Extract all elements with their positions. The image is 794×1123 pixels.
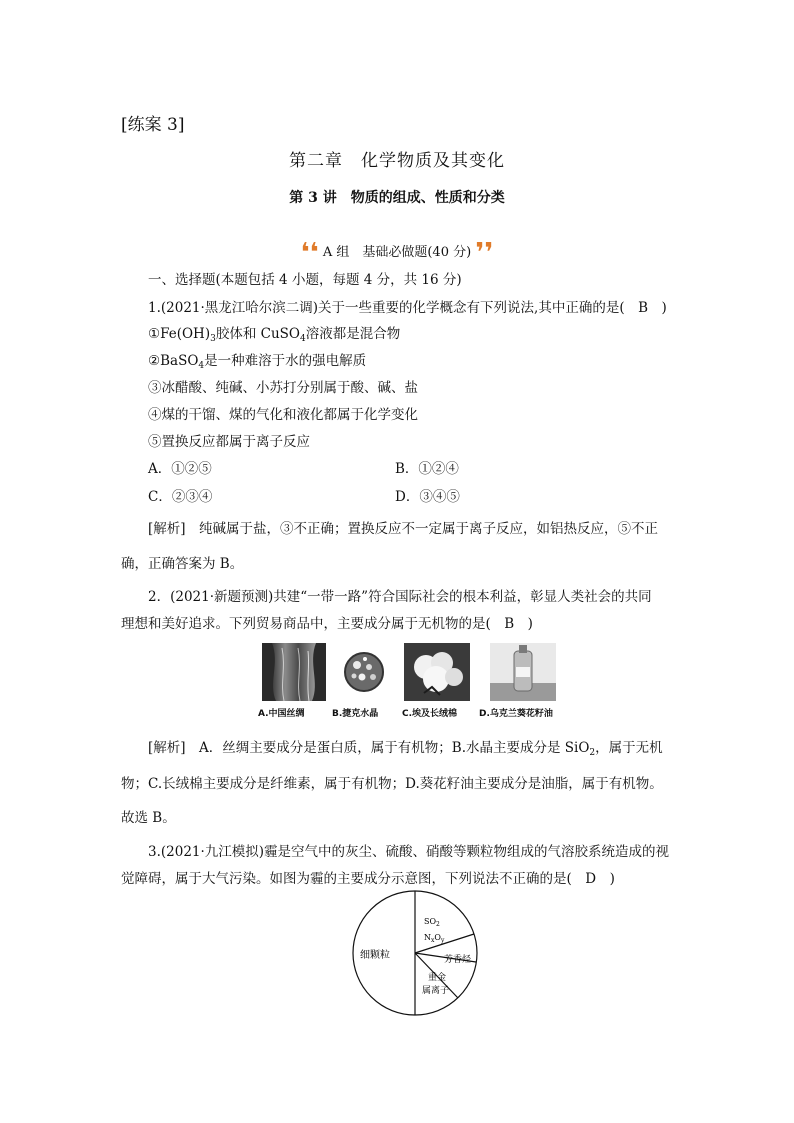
section-title: 一、选择题(本题包括 4 小题，每题 4 分，共 16 分) [148, 272, 462, 288]
group-title: A 组 基础必做题(40 分) [322, 245, 472, 260]
oil-image [490, 643, 556, 701]
q1-statement-2: ②BaSO$_4$是一种难溶于水的强电解质 [148, 353, 367, 371]
silk-image [262, 643, 326, 701]
crystal-image [332, 643, 396, 701]
caption-cotton: C.埃及长绒棉 [402, 709, 458, 719]
chapter-title: 第二章 化学物质及其变化 [289, 151, 505, 171]
caption-oil: D.乌克兰葵花籽油 [479, 709, 553, 719]
q3-stem-line-2: 觉障碍，属于大气污染。如图为霾的主要成分示意图，下列说法不正确的是( D ) [121, 871, 615, 887]
exercise-tag: [练案 3] [121, 115, 185, 135]
q1-stem: 1.(2021·黑龙江哈尔滨二调)关于一些重要的化学概念有下列说法,其中正确的是( B ) [148, 300, 667, 316]
q3-stem-line-1: 3.(2021·九江模拟)霾是空气中的灰尘、硫酸、硝酸等颗粒物组成的气溶胶系统造成的视 [148, 844, 670, 860]
caption-silk: A.中国丝绸 [258, 709, 305, 719]
pie-label-fine-particles: 细颗粒 [360, 950, 390, 961]
quote-open-icon: ❛❛ [300, 238, 319, 268]
pie-label-so2: $SO_2$ [424, 917, 440, 928]
caption-crystal: B.捷克水晶 [332, 709, 379, 719]
pie-label-aromatic: 芳香烃 [444, 955, 472, 965]
group-heading [0, 238, 794, 268]
product-captions [258, 706, 553, 719]
q1-option-b: B．①②④ [395, 461, 459, 477]
q1-option-d: D．③④⑤ [395, 489, 460, 505]
q1-statement-1: $①Fe(OH)_3$胶体和 CuSO$_4$溶液都是混合物 [148, 326, 401, 344]
q1-option-a: A．①②⑤ [148, 461, 212, 477]
q2-stem-line-1: 2．(2021·新题预测)共建“一带一路”符合国际社会的根本利益，彰显人类社会的共同 [148, 589, 652, 605]
pie-label-metal-1: 重金 [428, 973, 447, 983]
pie-label-nxoy: $N_xO_y$ [424, 933, 445, 944]
q2-analysis-line-2: 物；C.长绒棉主要成分是纤维素，属于有机物；D.葵花籽油主要成分是油脂，属于有机物。 [121, 776, 663, 792]
q1-statement-5: ⑤置换反应都属于离子反应 [148, 434, 310, 450]
q1-analysis-line-1: [解析] 纯碱属于盐，③不正确；置换反应不一定属于离子反应，如铝热反应，⑤不正 [148, 521, 659, 537]
q1-analysis-line-2: 确，正确答案为 B。 [121, 556, 244, 572]
haze-composition-pie [340, 888, 490, 1018]
q1-option-c: C．②③④ [148, 489, 213, 505]
q2-analysis-line-1: [解析] A．丝绸主要成分是蛋白质，属于有机物；B.水晶主要成分是 SiO$_2$，属于无机 [148, 740, 663, 758]
lecture-title: 第 3 讲 物质的组成、性质和分类 [289, 190, 505, 206]
q2-stem-line-2: 理想和美好追求。下列贸易商品中，主要成分属于无机物的是( B ) [121, 616, 533, 632]
q1-statement-4: ④煤的干馏、煤的气化和液化都属于化学变化 [148, 407, 418, 423]
q2-analysis-line-3: 故选 B。 [121, 810, 176, 826]
quote-close-icon: ❜❜ [475, 238, 494, 268]
pie-label-metal-2: 属离子 [422, 986, 450, 996]
cotton-image [404, 643, 470, 701]
q1-statement-3: ③冰醋酸、纯碱、小苏打分别属于酸、碱、盐 [148, 380, 418, 396]
